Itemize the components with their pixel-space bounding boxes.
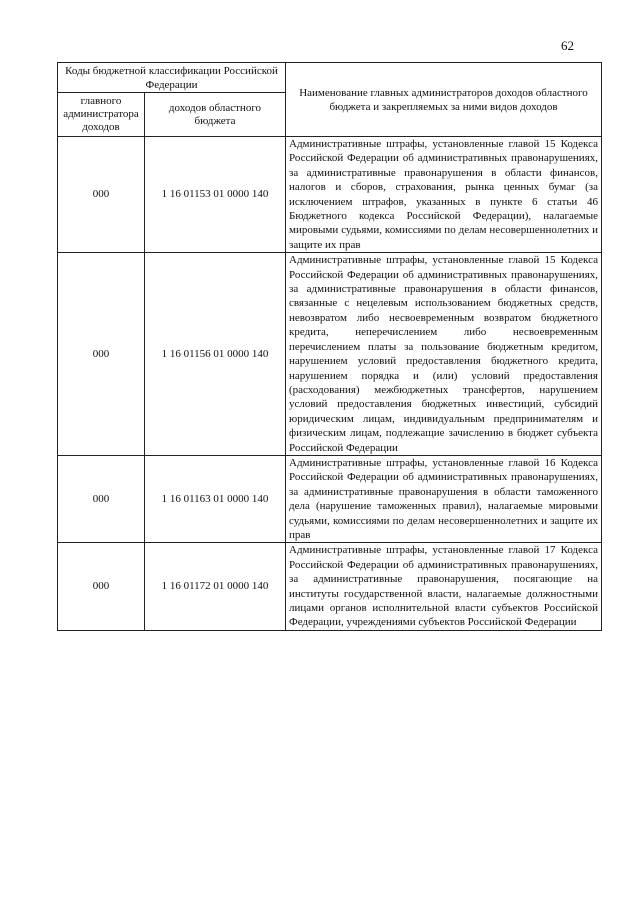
page-number: 62 xyxy=(561,38,574,53)
income-code-cell: 1 16 01163 01 0000 140 xyxy=(145,455,286,542)
admin-code-cell: 000 xyxy=(58,455,145,542)
table-row xyxy=(58,455,602,542)
income-name-cell: Административные штрафы, установленные главой 16 Кодекса Российской Федерации об административных правонарушениях, за административные правонарушения в области таможенного дела (нарушение таможенных правил), налагаемые мировыми судьями, комиссиями по делам несовершеннолетних и защите их прав xyxy=(286,455,602,542)
table-row xyxy=(58,543,602,630)
table-row xyxy=(58,137,602,253)
income-code-cell: 1 16 01172 01 0000 140 xyxy=(145,543,286,630)
header-regional-income: доходов областного бюджета xyxy=(145,93,286,137)
admin-code-cell: 000 xyxy=(58,543,145,630)
admin-code-cell: 000 xyxy=(58,253,145,456)
budget-classification-table xyxy=(57,62,602,631)
header-main-administrator: главного администратора доходов xyxy=(58,93,145,137)
income-code-cell: 1 16 01156 01 0000 140 xyxy=(145,253,286,456)
income-name-cell: Административные штрафы, установленные главой 17 Кодекса Российской Федерации об административных правонарушениях, за административные правонарушения, посягающие на институты государственной власти, налагаемые должностными лицами органов исполнительной власти субъектов Российской Федерации, учреждениями субъектов Российской Федерации xyxy=(286,543,602,630)
header-budget-codes: Коды бюджетной классификации Российской Федерации xyxy=(58,63,286,93)
admin-code-cell: 000 xyxy=(58,137,145,253)
header-administrator-name: Наименование главных администраторов доходов областного бюджета и закрепляемых за ними видов доходов xyxy=(286,63,602,137)
table-row xyxy=(58,253,602,456)
income-name-cell: Административные штрафы, установленные главой 15 Кодекса Российской Федерации об административных правонарушениях, за административные правонарушения в области финансов, налогов и сборов, страхования, рынка ценных бумаг (за исключением штрафов, указанных в пункте 6 статьи 46 Бюджетного кодекса Российской Федерации), налагаемые мировыми судьями, комиссиями по делам несовершеннолетних и защите их прав xyxy=(286,137,602,253)
income-name-cell: Административные штрафы, установленные главой 15 Кодекса Российской Федерации об административных правонарушениях, за административные правонарушения в области финансов, связанные с нецелевым использованием бюджетных средств, невозвратом либо несвоевременным возвратом бюджетного кредита, неперечислением либо несвоевременным перечислением платы за пользование бюджетным кредитом, нарушением условий предоставления бюджетного кредита, нарушением порядка и (или) условий предоставления (расходования) межбюджетных трансфертов, нарушением условий предоставления бюджетных инвестиций, субсидий юридическим лицам, индивидуальным предпринимателям и физическим лицам, подлежащие зачислению в бюджет субъекта Российской Федерации xyxy=(286,253,602,456)
income-code-cell: 1 16 01153 01 0000 140 xyxy=(145,137,286,253)
